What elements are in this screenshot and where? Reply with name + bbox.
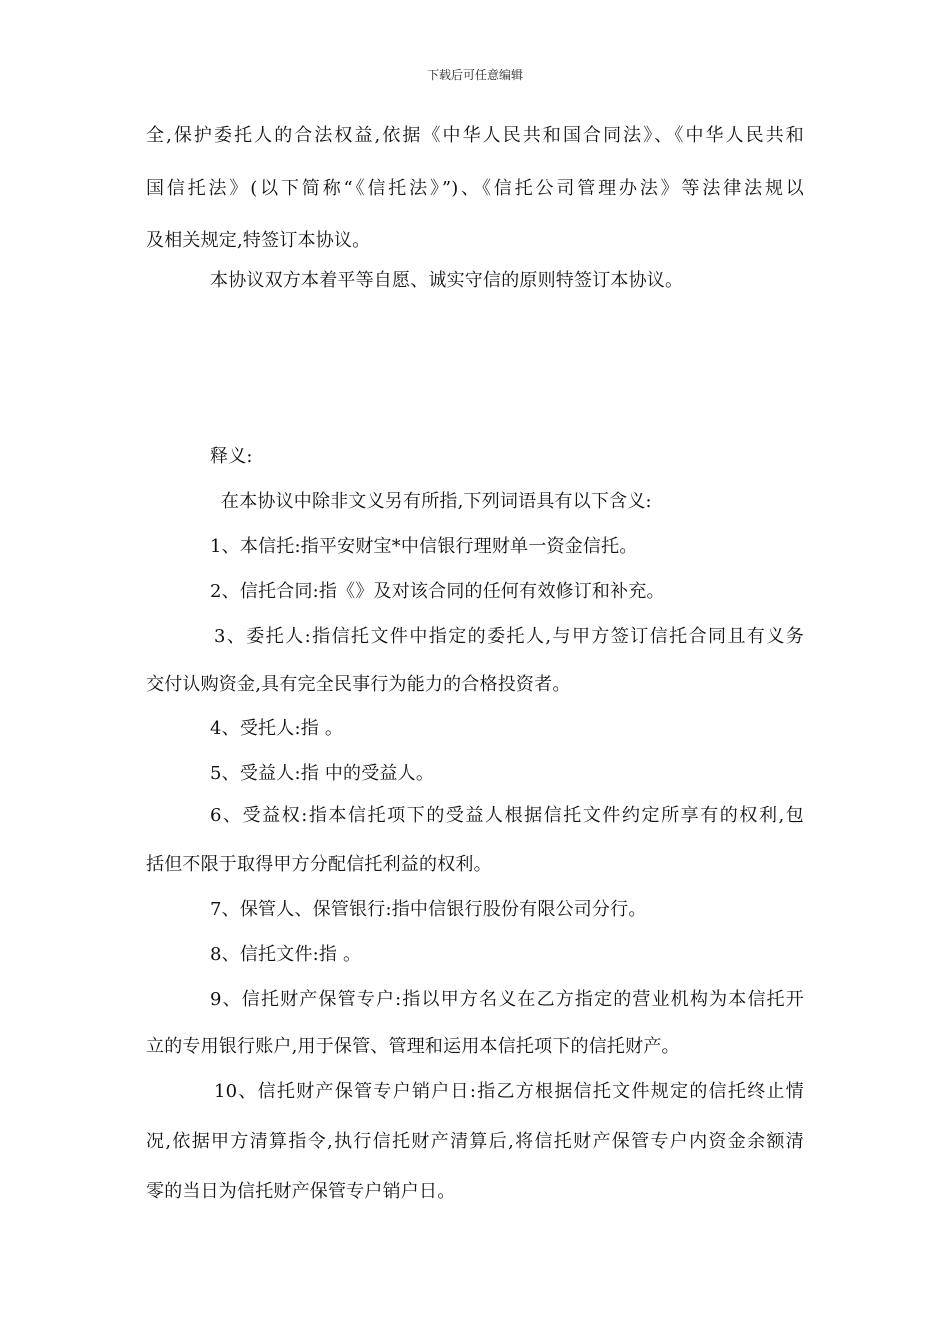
principle-line: 本协议双方本着平等自愿、诚实守信的原则特签订本协议。	[210, 270, 684, 291]
definition-item-continuation: 况,依据甲方清算指令,执行信托财产清算后,将信托财产保管专户内资金余额清	[146, 1131, 804, 1152]
header-note: 下载后可任意编辑	[426, 68, 523, 82]
definition-item: 4、受托人:指 。	[210, 718, 344, 739]
definition-item: 1、本信托:指平安财宝*中信银行理财单一资金信托。	[210, 536, 638, 557]
intro-line: 全,保护委托人的合法权益,依据《中华人民共和国合同法》、《中华人民共和	[146, 125, 804, 146]
definition-item: 6、受益权:指本信托项下的受益人根据信托文件约定所享有的权利,包	[210, 805, 804, 826]
definition-item: 10、信托财产保管专户销户日:指乙方根据信托文件规定的信托终止情	[214, 1081, 804, 1102]
definitions-heading: 释义:	[210, 446, 253, 467]
definition-item: 7、保管人、保管银行:指中信银行股份有限公司分行。	[210, 899, 647, 920]
definition-item: 9、信托财产保管专户:指以甲方名义在乙方指定的营业机构为本信托开	[210, 989, 804, 1010]
definition-item-continuation: 括但不限于取得甲方分配信托利益的权利。	[146, 854, 492, 875]
definition-item: 3、委托人:指信托文件中指定的委托人,与甲方签订信托合同且有义务	[214, 626, 804, 647]
definitions-lead: 在本协议中除非文义另有所指,下列词语具有以下含义:	[221, 491, 652, 512]
definition-item-continuation: 零的当日为信托财产保管专户销户日。	[146, 1181, 456, 1202]
definition-item-continuation: 交付认购资金,具有完全民事行为能力的合格投资者。	[146, 674, 571, 695]
definition-item: 5、受益人:指 中的受益人。	[210, 763, 435, 784]
intro-line: 国信托法》(以下简称“《信托法》”)、《信托公司管理办法》等法律法规以	[146, 178, 804, 199]
intro-line: 及相关规定,特签订本协议。	[146, 230, 371, 251]
definition-item: 8、信托文件:指 。	[210, 944, 362, 965]
definition-item: 2、信托合同:指《》及对该合同的任何有效修订和补充。	[210, 581, 665, 602]
definition-item-continuation: 立的专用银行账户,用于保管、管理和运用本信托项下的信托财产。	[146, 1036, 680, 1057]
